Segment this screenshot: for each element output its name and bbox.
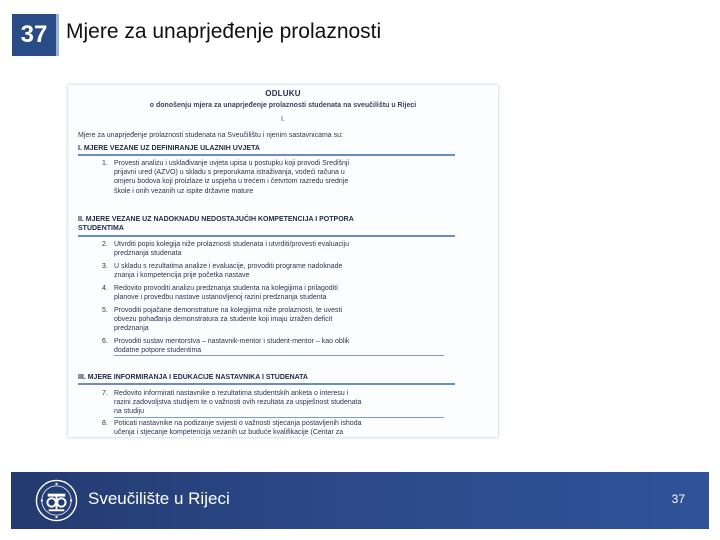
measure-line: prijavni ured (AZVO) u skladu s preporukama istraživanja, vodeći računa u [114,169,345,177]
measure-line: Utvrditi popis kolegija niže prolaznosti studenata i utvrditi/provesti evaluaciju [114,241,350,248]
measure-number: 6. [102,338,108,345]
slide-title: Mjere za unaprjeđenje prolaznosti [66,20,382,43]
measure-line: predznanja studenata [114,250,182,258]
section-title-line: II. MJERE VEZANE UZ NADOKNADU NEDOSTAJUĆIH KOMPETENCIJA I POTPORA [78,216,354,223]
measure-line: Redovito informirati nastavnike o rezultatima studentskih anketa o interesu i [114,390,349,397]
measure-item [102,240,444,258]
section-title: III. MJERE INFORMIRANJA I EDUKACIJE NASTAVNIKA I STUDENATA [78,374,308,381]
measure-item [102,284,444,302]
section-rule [78,235,455,237]
document-scan [68,85,498,437]
measure-item [102,389,444,418]
section-rule [78,154,455,156]
measure-line: učenja i stjecanje kompetencija vezanih uz buduće kvalifikacije (Centar za [114,429,344,437]
university-of-rijeka-seal-icon [35,479,78,522]
measure-number: 5. [102,307,108,314]
footer-bar [11,472,709,529]
measure-number: 4. [102,285,108,292]
section-rule [78,383,455,385]
section-title-line: STUDENTIMA [78,225,124,232]
measure-number: 8. [102,420,108,427]
measure-line: U skladu s rezultatima analize i evaluacije, provoditi programe nadoknade [114,263,343,270]
measure-item [102,159,444,196]
slide-number-badge: 37 [12,14,59,56]
measure-line: omjeru bodova koji proizlaze iz uspjeha u trećem i četvrtom razredu srednje [114,178,349,186]
measure-item [102,337,444,356]
section-title [78,215,453,233]
measure-line: planove i provedbu nastave ustanovljenoj razini predznanja studenta [114,294,327,302]
measure-line: Provoditi pojačane demonstrature na kolegijima niže prolaznosti, te uvesti [114,307,343,314]
measure-item [102,306,444,334]
measure-line: Provesti analizu i usklađivanje uvjeta upisa u postupku koji provodi Središnji [114,160,350,167]
measure-line: razini zadovoljstva studijem te o važnosti ovih rezultata za uspješnost studenata [114,399,362,407]
measure-number: 7. [102,390,108,397]
measure-line: škole i onih vezanih uz ispite državne mature [114,187,254,195]
document-roman-numeral: I. [281,116,285,123]
measure-line: Poticati nastavnike na podizanje svijesti o važnosti stjecanja postavljenih ishoda [114,420,362,427]
document-intro: Mjere za unaprjeđenje prolaznosti studenata na Sveučilištu i njenim sastavnicama su: [78,132,343,139]
measure-number: 3. [102,263,108,270]
measure-item [102,419,444,437]
document-subheading: o donošenju mjera za unaprjeđenje prolaznosti studenata na sveučilištu u Rijeci [149,102,417,109]
measure-number: 2. [102,241,108,248]
page-number: 37 [671,492,685,506]
measure-line: Redovito provoditi analizu predznanja studenta na kolegijima i prilagoditi [114,285,338,292]
measure-line: znanja i kompetencija prije početka nastave [114,272,250,280]
measure-number: 1. [102,160,108,167]
measure-line: dodatne potpore studentima [114,346,444,356]
measure-item [102,262,444,280]
measure-line: obvezu pohađanja demonstratura za studente koji imaju izražen deficit [114,316,333,324]
section-title: I. MJERE VEZANE UZ DEFINIRANJE ULAZNIH UVJETA [78,145,260,152]
institution-name: Sveučilište u Rijeci [88,489,230,508]
measure-line: na studiju [114,407,444,417]
measure-line: predznanja [114,325,149,333]
measure-line: Provoditi sustav mentorstva – nastavnik-mentor i student-mentor – kao oblik [114,338,350,345]
document-heading: ODLUKU [265,89,301,98]
